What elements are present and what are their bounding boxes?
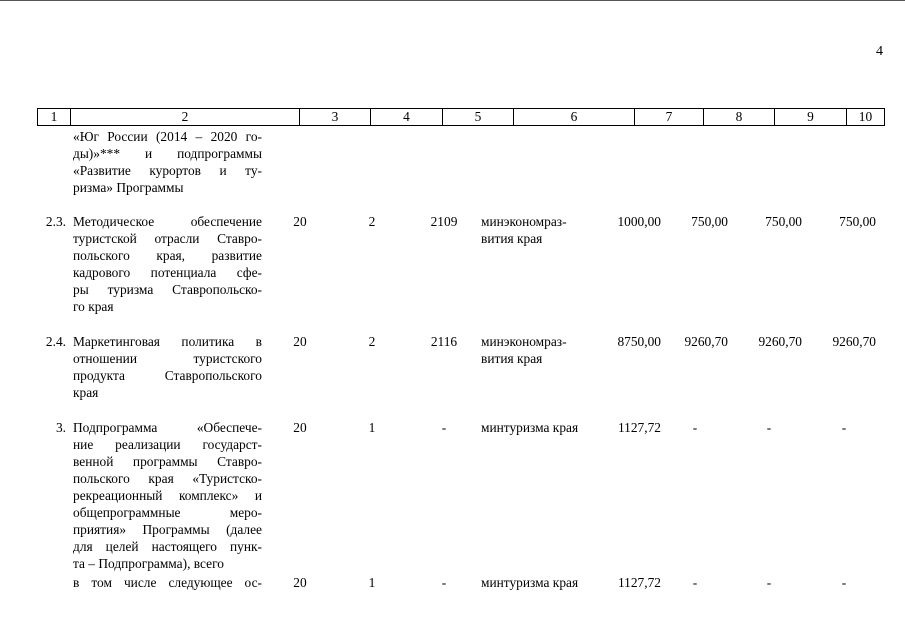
desc-line: польского края, развитие <box>73 248 262 263</box>
row-description <box>73 574 262 591</box>
desc-line: «Юг России (2014 – 2020 го- <box>73 129 262 144</box>
cell-col10: 750,00 <box>839 214 876 229</box>
cell-col5: 2116 <box>430 334 458 349</box>
header-cell-5: 5 <box>442 109 513 125</box>
executor-line: минэкономраз- <box>481 214 567 229</box>
cell-col8: 750,00 <box>691 214 728 229</box>
desc-line: продукта Ставропольского <box>73 368 262 383</box>
desc-line: в том числе следующее ос- <box>73 575 262 590</box>
page-number: 4 <box>876 44 883 59</box>
cell-col10: - <box>841 420 847 435</box>
header-cell-6: 6 <box>513 109 634 125</box>
cell-col7: 1127,72 <box>617 575 661 590</box>
cell-col7: 1000,00 <box>617 214 661 229</box>
desc-line: ние реализации государст- <box>73 437 262 452</box>
desc-line: Маркетинговая политика в <box>73 334 262 349</box>
desc-line: Методическое обеспечение <box>73 214 262 229</box>
cell-col4: 1 <box>368 420 376 435</box>
desc-line: Подпрограмма «Обеспече- <box>73 420 262 435</box>
cell-col6 <box>481 574 601 591</box>
desc-line: для целей настоящего пунк- <box>73 539 262 554</box>
cell-col8: 9260,70 <box>684 334 728 349</box>
desc-line: туристской отрасли Ставро- <box>73 231 262 246</box>
header-cell-1: 1 <box>37 109 70 125</box>
header-cell-2: 2 <box>70 109 299 125</box>
header-cell-9: 9 <box>774 109 846 125</box>
desc-line: «Развитие курортов и ту- <box>73 163 262 178</box>
cell-col3: 20 <box>293 214 307 229</box>
desc-line: ры туризма Ставропольско- <box>73 282 262 297</box>
executor-line: минтуризма края <box>481 575 579 590</box>
cell-col4: 2 <box>368 334 376 349</box>
top-border-line <box>0 0 905 1</box>
desc-line: та – Подпрограмма), всего <box>73 556 224 571</box>
row-description <box>73 333 262 401</box>
desc-line: отношении туристского <box>73 351 262 366</box>
executor-line: минэкономраз- <box>481 334 567 349</box>
header-cell-8: 8 <box>703 109 774 125</box>
cell-col8: - <box>692 575 698 590</box>
desc-line: кадрового потенциала сфе- <box>73 265 262 280</box>
row-description <box>73 128 262 196</box>
cell-col6 <box>481 333 601 367</box>
cell-col3: 20 <box>293 420 307 435</box>
cell-col7: 1127,72 <box>617 420 661 435</box>
row-description <box>73 419 262 572</box>
executor-line: вития края <box>481 351 543 366</box>
column-header-row <box>37 108 885 126</box>
cell-col5: 2109 <box>430 214 458 229</box>
header-cell-4: 4 <box>370 109 442 125</box>
header-cell-7: 7 <box>634 109 703 125</box>
cell-col5: - <box>441 575 447 590</box>
row-description <box>73 213 262 315</box>
executor-line: минтуризма края <box>481 420 579 435</box>
cell-col4: 2 <box>368 214 376 229</box>
cell-col8: - <box>692 420 698 435</box>
cell-col10: 9260,70 <box>832 334 876 349</box>
cell-col10: - <box>841 575 847 590</box>
cell-col9: - <box>766 575 772 590</box>
desc-line: ды)»*** и подпрограммы <box>73 146 262 161</box>
cell-col7: 8750,00 <box>617 334 661 349</box>
row-number: 2.4. <box>45 334 66 349</box>
cell-col9: 9260,70 <box>758 334 802 349</box>
desc-line: рекреационный комплекс» и <box>73 488 262 503</box>
desc-line: го края <box>73 299 114 314</box>
executor-line: вития края <box>481 231 543 246</box>
row-number: 2.3. <box>45 214 66 229</box>
row-number: 3. <box>55 420 66 435</box>
desc-line: приятия» Программы (далее <box>73 522 262 537</box>
cell-col9: - <box>766 420 772 435</box>
desc-line: ризма» Программы <box>73 180 184 195</box>
cell-col9: 750,00 <box>765 214 802 229</box>
cell-col6 <box>481 419 601 436</box>
desc-line: польского края «Туристско- <box>73 471 262 486</box>
cell-col5: - <box>441 420 447 435</box>
cell-col6 <box>481 213 601 247</box>
cell-col3: 20 <box>293 575 307 590</box>
cell-col3: 20 <box>293 334 307 349</box>
header-cell-3: 3 <box>299 109 370 125</box>
header-cell-10: 10 <box>846 109 885 125</box>
desc-line: края <box>73 385 99 400</box>
desc-line: общепрограммные меро- <box>73 505 262 520</box>
desc-line: венной программы Ставро- <box>73 454 262 469</box>
cell-col4: 1 <box>368 575 376 590</box>
